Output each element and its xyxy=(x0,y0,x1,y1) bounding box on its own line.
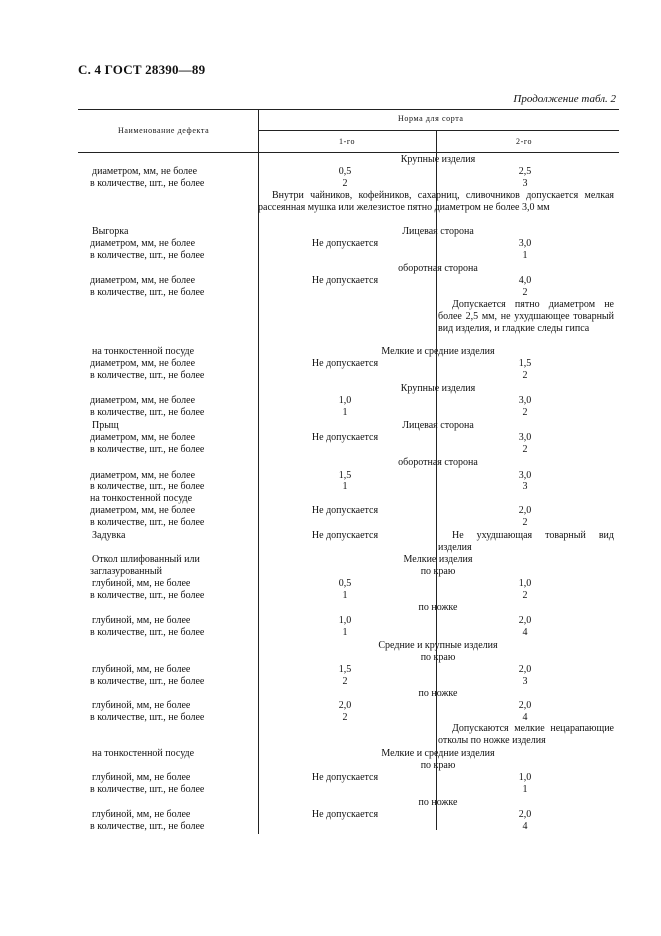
section-heading: по ножке xyxy=(418,797,458,808)
chip-note: Допускаются мелкие нецарапающие отколы по ножке изделия xyxy=(438,723,614,746)
defect-name-cell: диаметром, мм, не более xyxy=(90,505,196,516)
grade-1-cell: Не допускается xyxy=(311,530,379,541)
grade-1-cell: 1,0 xyxy=(338,395,352,406)
grade-2-cell: 1,0 xyxy=(518,578,532,589)
defect-name-cell: в количестве, шт., не более xyxy=(90,444,205,455)
defect-name-cell: глубиной, мм, не более xyxy=(92,578,191,589)
defect-name-cell: глубиной, мм, не более xyxy=(92,615,191,626)
burnout-note: Допускается пятно диаметром не более 2,5 мм, не ухудшающее товарный вид изделия, и гладкие следы гипса xyxy=(438,299,614,334)
defect-name-cell: в количестве, шт., не более xyxy=(90,712,205,723)
page-header: С. 4 ГОСТ 28390—89 xyxy=(78,62,206,77)
section-heading: по краю xyxy=(420,760,456,771)
column-header-grade-2: 2-го xyxy=(516,137,533,146)
section-heading: Крупные изделия xyxy=(400,154,476,165)
defect-name-cell: Задувка xyxy=(92,530,126,541)
grade-2-cell: 3,0 xyxy=(518,432,532,443)
speck-note: Внутри чайников, кофейников, сахарниц, сливочников допускается мелкая рассеянная мушка или железистое пятно диаметром не более 3,0 мм xyxy=(258,190,614,213)
grade-2-cell: 2,0 xyxy=(518,809,532,820)
defect-name-cell: Выгорка xyxy=(92,226,129,237)
blowing-note: Не ухудшающая товарный вид изделия xyxy=(438,530,614,553)
section-heading: по краю xyxy=(420,652,456,663)
defect-name-cell: диаметром, мм, не более xyxy=(92,166,198,177)
grade-1-cell: Не допускается xyxy=(311,358,379,369)
defect-name-cell: Откол шлифованный или xyxy=(92,554,200,565)
section-heading: Мелкие и средние изделия xyxy=(381,748,495,759)
grade-2-cell: 2 xyxy=(522,287,528,298)
grade-1-cell: 1,0 xyxy=(338,615,352,626)
grade-2-cell: 4 xyxy=(522,821,528,832)
defect-name-cell: диаметром, мм, не более xyxy=(90,275,196,286)
table-top-rule xyxy=(78,109,619,110)
defect-name-cell: в количестве, шт., не более xyxy=(90,178,205,189)
grade-1-cell: 0,5 xyxy=(338,578,352,589)
defect-name-cell: диаметром, мм, не более xyxy=(90,395,196,406)
grade-1-cell: 2 xyxy=(342,712,348,723)
defect-name-cell: в количестве, шт., не более xyxy=(90,481,205,492)
grade-2-cell: 2,0 xyxy=(518,700,532,711)
defect-name-cell: диаметром, мм, не более xyxy=(90,470,196,481)
grade-2-cell: 2 xyxy=(522,517,528,528)
column-header-norm: Норма для сорта xyxy=(398,114,464,123)
grade-1-cell: 1 xyxy=(342,481,348,492)
grade-2-cell: 3 xyxy=(522,676,528,687)
defect-name-cell: глубиной, мм, не более xyxy=(92,664,191,675)
defect-name-cell: в количестве, шт., не более xyxy=(90,676,205,687)
grade-1-cell: 2 xyxy=(342,676,348,687)
grade-1-cell: Не допускается xyxy=(311,505,379,516)
grade-2-cell: 4 xyxy=(522,712,528,723)
grade-2-cell: 2,5 xyxy=(518,166,532,177)
defect-name-cell: диаметром, мм, не более xyxy=(90,432,196,443)
grade-2-cell: 2,0 xyxy=(518,615,532,626)
defect-name-cell: диаметром, мм, не более xyxy=(90,238,196,249)
grade-1-cell: 1 xyxy=(342,407,348,418)
section-heading: Крупные изделия xyxy=(400,383,476,394)
defect-name-cell: в количестве, шт., не более xyxy=(90,590,205,601)
defect-name-cell: в количестве, шт., не более xyxy=(90,821,205,832)
grade-2-cell: 3,0 xyxy=(518,238,532,249)
column-header-grade-1: 1-го xyxy=(339,137,356,146)
chip-edge-label: по краю xyxy=(420,566,456,577)
header-bottom-rule xyxy=(78,152,619,153)
defect-name-cell: в количестве, шт., не более xyxy=(90,250,205,261)
grade-2-cell: 2 xyxy=(522,407,528,418)
grade-2-cell: 1 xyxy=(522,250,528,261)
grade-2-cell: 2 xyxy=(522,444,528,455)
grade-2-cell: 1,5 xyxy=(518,358,532,369)
section-heading: оборотная сторона xyxy=(398,457,478,468)
defect-name-cell: глубиной, мм, не более xyxy=(92,700,191,711)
grade-1-cell: 1 xyxy=(342,590,348,601)
grade-2-cell: 3 xyxy=(522,178,528,189)
section-heading: по ножке xyxy=(418,688,458,699)
column-header-defect: Наименование дефекта xyxy=(118,126,210,135)
defect-name-cell: диаметром, мм, не более xyxy=(90,358,196,369)
grade-2-cell: 3 xyxy=(522,481,528,492)
grade-2-cell: 1 xyxy=(522,784,528,795)
grade-2-cell: 4,0 xyxy=(518,275,532,286)
grade-1-cell: 0,5 xyxy=(338,166,352,177)
section-heading: Средние и крупные изделия xyxy=(378,640,498,651)
grade-2-cell: 2,0 xyxy=(518,664,532,675)
grade-2-cell: 2,0 xyxy=(518,505,532,516)
section-heading: по ножке xyxy=(418,602,458,613)
grade-1-cell: Не допускается xyxy=(311,432,379,443)
column-divider-left xyxy=(258,109,259,834)
grade-1-cell: 1 xyxy=(342,627,348,638)
grade-1-cell: 2,0 xyxy=(338,700,352,711)
grade-2-cell: 2 xyxy=(522,590,528,601)
grade-2-cell: 3,0 xyxy=(518,470,532,481)
grade-2-cell: 2 xyxy=(522,370,528,381)
defect-name-cell: в количестве, шт., не более xyxy=(90,627,205,638)
grade-1-cell: Не допускается xyxy=(311,809,379,820)
grade-1-cell: Не допускается xyxy=(311,772,379,783)
defect-name-cell: в количестве, шт., не более xyxy=(90,517,205,528)
grade-1-cell: 1,5 xyxy=(338,664,352,675)
defect-name-cell: в количестве, шт., не более xyxy=(90,784,205,795)
grade-2-cell: 3,0 xyxy=(518,395,532,406)
defect-name-cell: на тонкостенной посуде xyxy=(90,493,193,504)
continuation-label: Продолжение табл. 2 xyxy=(513,93,616,105)
defect-name-cell: в количестве, шт., не более xyxy=(90,370,205,381)
defect-name-cell: в количестве, шт., не более xyxy=(90,287,205,298)
defect-name-cell: заглазурованный xyxy=(90,566,162,577)
grade-2-cell: 1,0 xyxy=(518,772,532,783)
grade-1-cell: 1,5 xyxy=(338,470,352,481)
section-heading: оборотная сторона xyxy=(398,263,478,274)
grade-1-cell: Не допускается xyxy=(311,238,379,249)
header-mid-rule xyxy=(258,130,619,131)
chip-small-label: Мелкие изделия xyxy=(403,554,473,565)
defect-name-cell: в количестве, шт., не более xyxy=(90,407,205,418)
grade-1-cell: 2 xyxy=(342,178,348,189)
defect-name-cell: глубиной, мм, не более xyxy=(92,809,191,820)
grade-2-cell: 4 xyxy=(522,627,528,638)
section-heading: Лицевая сторона xyxy=(402,420,474,431)
defect-name-cell: глубиной, мм, не более xyxy=(92,772,191,783)
defect-name-cell: на тонкостенной посуде xyxy=(92,748,195,759)
section-heading: Мелкие и средние изделия xyxy=(381,346,495,357)
section-heading: Лицевая сторона xyxy=(402,226,474,237)
defect-name-cell: на тонкостенной посуде xyxy=(92,346,195,357)
grade-1-cell: Не допускается xyxy=(311,275,379,286)
defect-name-cell: Прыщ xyxy=(92,420,119,431)
